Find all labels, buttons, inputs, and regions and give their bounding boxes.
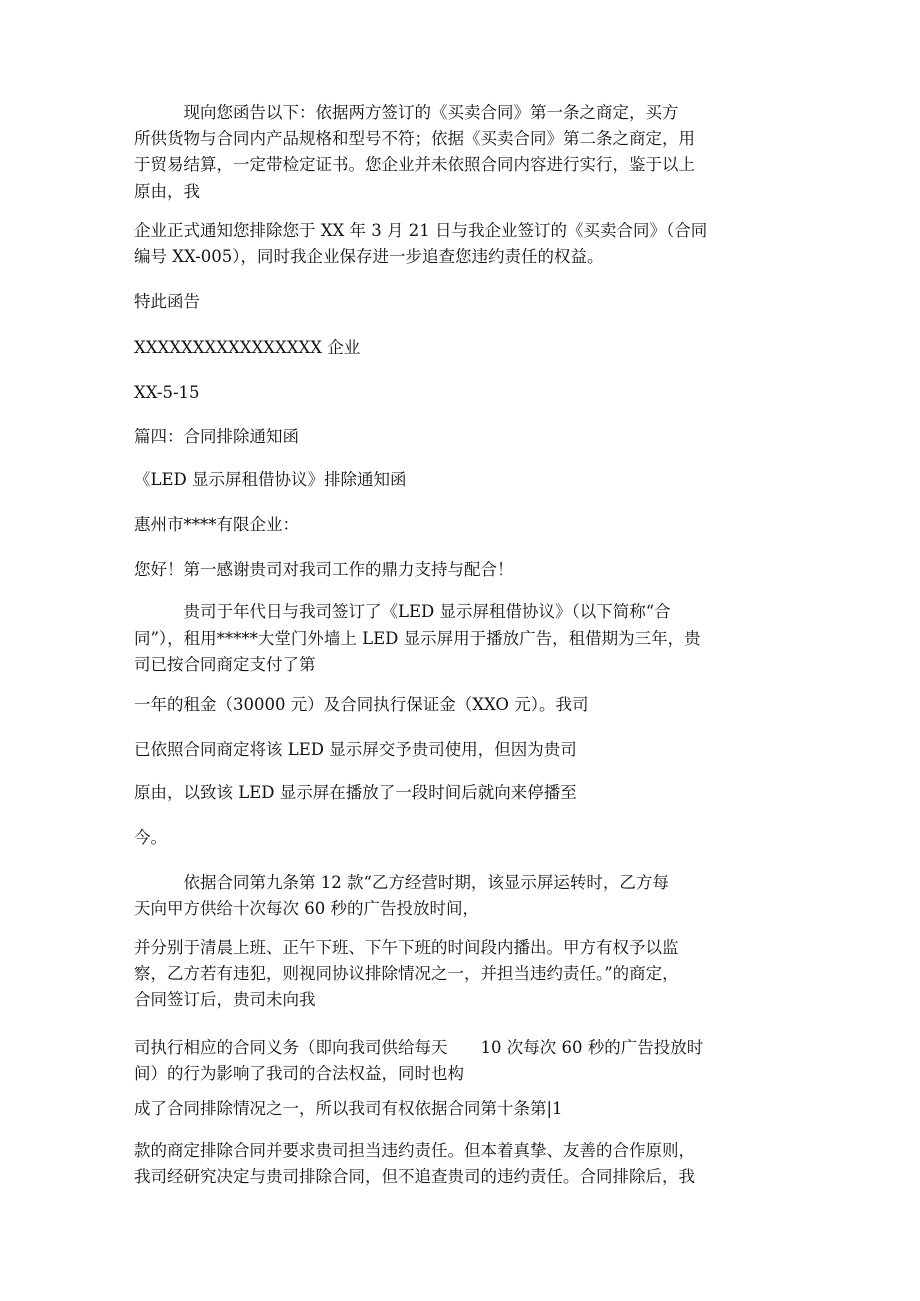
text-line: XXXXXXXXXXXXXXXX 企业 — [134, 338, 361, 357]
text-line: 特此函告 — [134, 292, 200, 311]
text-line: 天向甲方供给十次每次 60 秒的广告投放时间， — [134, 899, 479, 918]
text-line: 司已按合同商定支付了第 — [134, 655, 316, 674]
text-line: 贵司于年代日与我司签订了《LED 显示屏租借协议》（以下简称“合 — [134, 602, 671, 621]
text-line: 司执行相应的合同义务（即向我司供给每天 10 次每次 60 秒的广告投放时 — [134, 1038, 704, 1057]
text-line: 同”），租用*****大堂门外墙上 LED 显示屏用于播放广告，租借期为三年，贵 — [134, 629, 701, 648]
text-line: 现向您函告以下：依据两方签订的《买卖合同》第一条之商定，买方 — [134, 103, 679, 122]
text-line: 并分别于清晨上班、正午下班、下午下班的时间段内播出。甲方有权予以监 — [134, 938, 679, 957]
text-line: 于贸易结算，一定带检定证书。您企业并未依照合同内容进行实行，鉴于以上 — [134, 155, 695, 174]
text-line: 款的商定排除合同并要求贵司担当违约责任。但本着真挚、友善的合作原则， — [134, 1141, 695, 1160]
text-line: XX-5-15 — [134, 383, 200, 402]
text-line: 企业正式通知您排除您于 XX 年 3 月 21 日与我企业签订的《买卖合同》（合同 — [134, 221, 708, 240]
text-line: 原由，以致该 LED 显示屏在播放了一段时间后就向来停播至 — [134, 783, 577, 802]
text-line: 今。 — [134, 828, 167, 847]
text-line: 《LED 显示屏租借协议》排除通知函 — [134, 470, 407, 489]
text-line: 惠州市****有限企业： — [134, 515, 299, 534]
text-line: 依据合同第九条第 12 款“乙方经营时期，该显示屏运转时，乙方每 — [134, 873, 669, 892]
text-line: 篇四：合同排除通知函 — [134, 427, 299, 446]
text-line: 原由，我 — [134, 182, 200, 201]
text-line: 成了合同排除情况之一，所以我司有权依据合同第十条第|1 — [134, 1099, 563, 1118]
text-line: 合同签订后，贵司未向我 — [134, 990, 316, 1009]
text-line: 察，乙方若有违犯，则视同协议排除情况之一，并担当违约责任。”的商定， — [134, 964, 679, 983]
text-line: 所供货物与合同内产品规格和型号不符；依据《买卖合同》第二条之商定，用 — [134, 129, 695, 148]
text-line: 编号 XX-005），同时我企业保存进一步追查您违约责任的权益。 — [134, 247, 604, 266]
text-line: 间）的行为影响了我司的合法权益，同时也构 — [134, 1064, 464, 1083]
text-line: 一年的租金（30000 元）及合同执行保证金（XXO 元）。我司 — [134, 695, 589, 714]
text-line: 您好！第一感谢贵司对我司工作的鼎力支持与配合！ — [134, 560, 514, 579]
text-line: 已依照合同商定将该 LED 显示屏交予贵司使用，但因为贵司 — [134, 740, 577, 759]
text-line: 我司经研究决定与贵司排除合同，但不追查贵司的违约责任。合同排除后，我 — [134, 1167, 695, 1186]
